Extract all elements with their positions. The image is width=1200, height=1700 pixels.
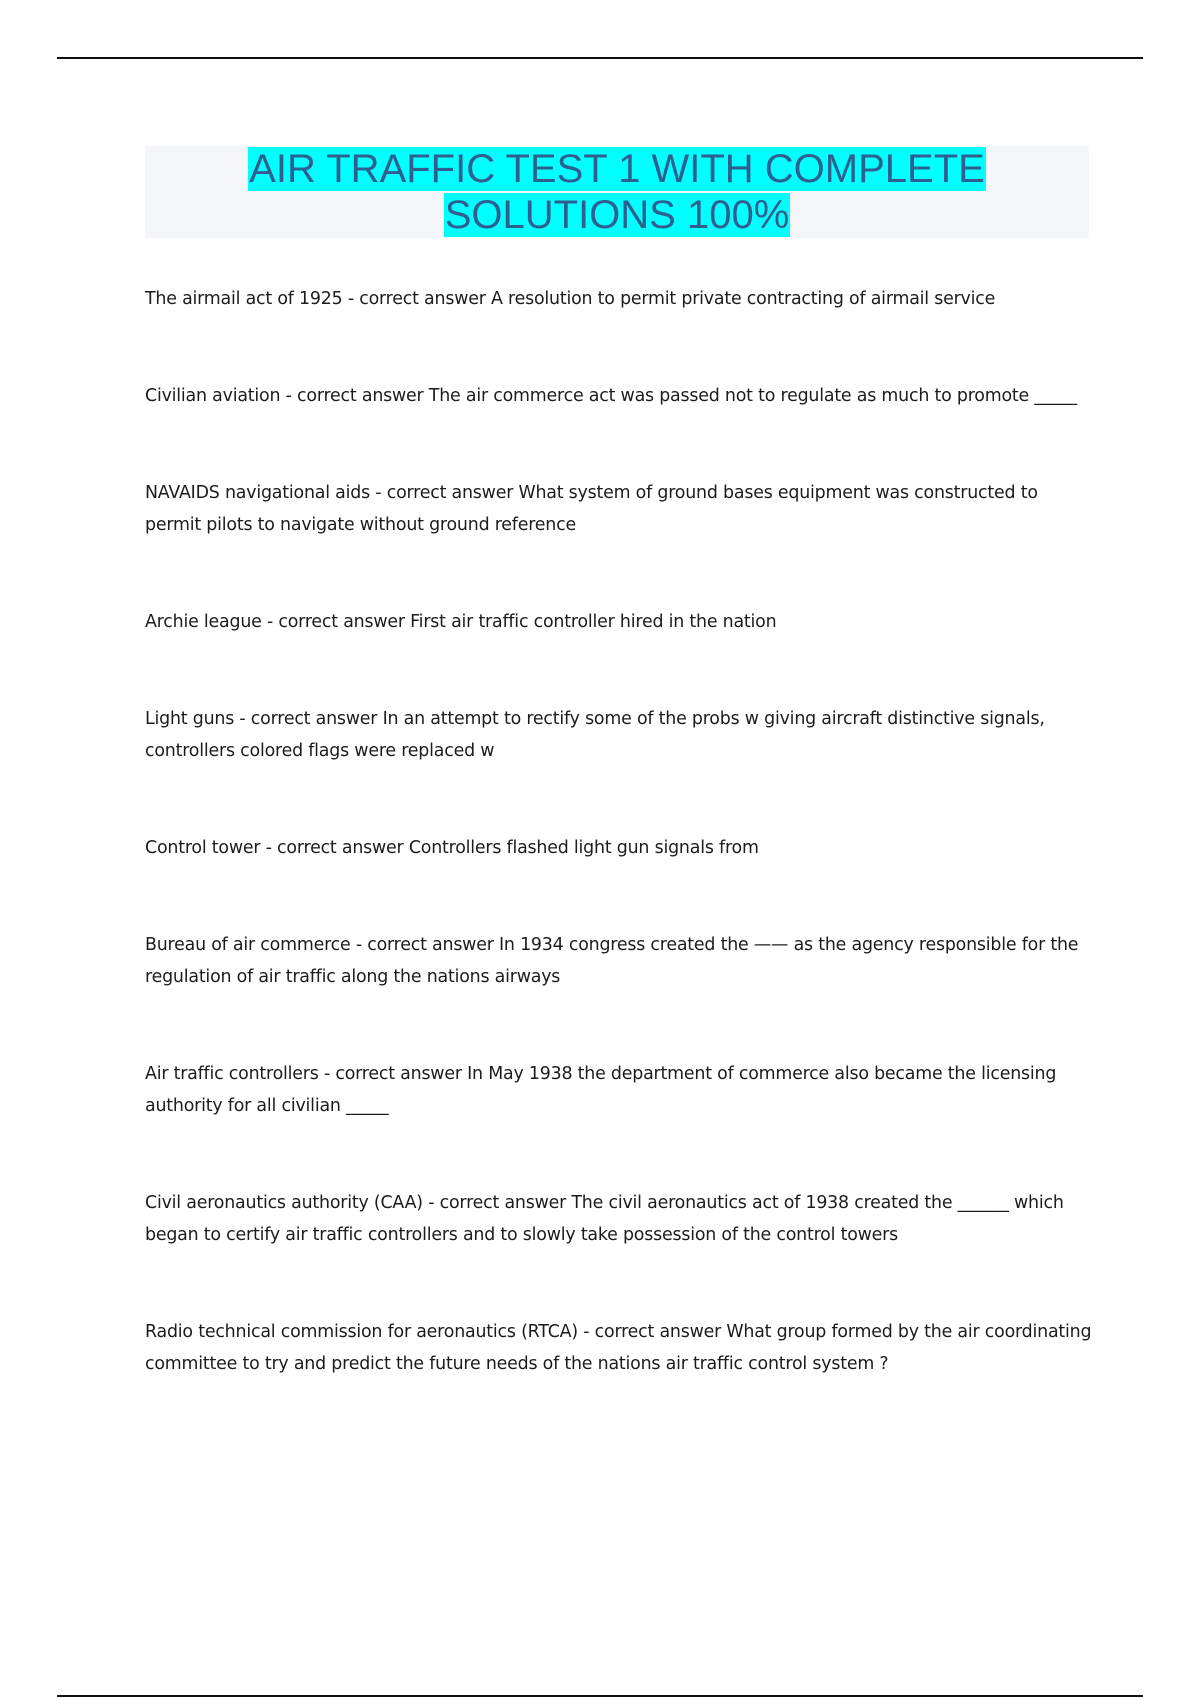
top-rule (57, 57, 1143, 59)
qa-item: Air traffic controllers - correct answer In May 1938 the department of commerce also became the licensing authority for all civilian _____ (145, 1064, 1057, 1116)
qa-item: Radio technical commission for aeronautics (RTCA) - correct answer What group formed by the air coordinating committee to try and predict the future needs of the nations air traffic control system ? (145, 1322, 1092, 1374)
qa-item: Light guns - correct answer In an attempt to rectify some of the probs w giving aircraft distinctive signals, controllers colored flags were replaced w (145, 709, 1045, 761)
qa-item: Civil aeronautics authority (CAA) - correct answer The civil aeronautics act of 1938 created the ______ which began to certify air traffic controllers and to slowly take possession of the control towers (145, 1193, 1064, 1245)
qa-item: Control tower - correct answer Controllers flashed light gun signals from (145, 838, 759, 858)
title-line-2: SOLUTIONS 100% (444, 193, 790, 237)
qa-list (145, 283, 1095, 1445)
qa-item: Civilian aviation - correct answer The air commerce act was passed not to regulate as much to promote _____ (145, 386, 1077, 406)
qa-item: Archie league - correct answer First air traffic controller hired in the nation (145, 612, 777, 632)
qa-item: The airmail act of 1925 - correct answer A resolution to permit private contracting of airmail service (145, 289, 996, 309)
qa-item: NAVAIDS navigational aids - correct answer What system of ground bases equipment was constructed to permit pilots to navigate without ground reference (145, 483, 1038, 535)
title-line-1: AIR TRAFFIC TEST 1 WITH COMPLETE (249, 147, 985, 191)
qa-item: Bureau of air commerce - correct answer In 1934 congress created the —— as the agency responsible for the regulation of air traffic along the nations airways (145, 935, 1079, 987)
document-title (145, 146, 1089, 238)
bottom-rule (57, 1695, 1143, 1697)
